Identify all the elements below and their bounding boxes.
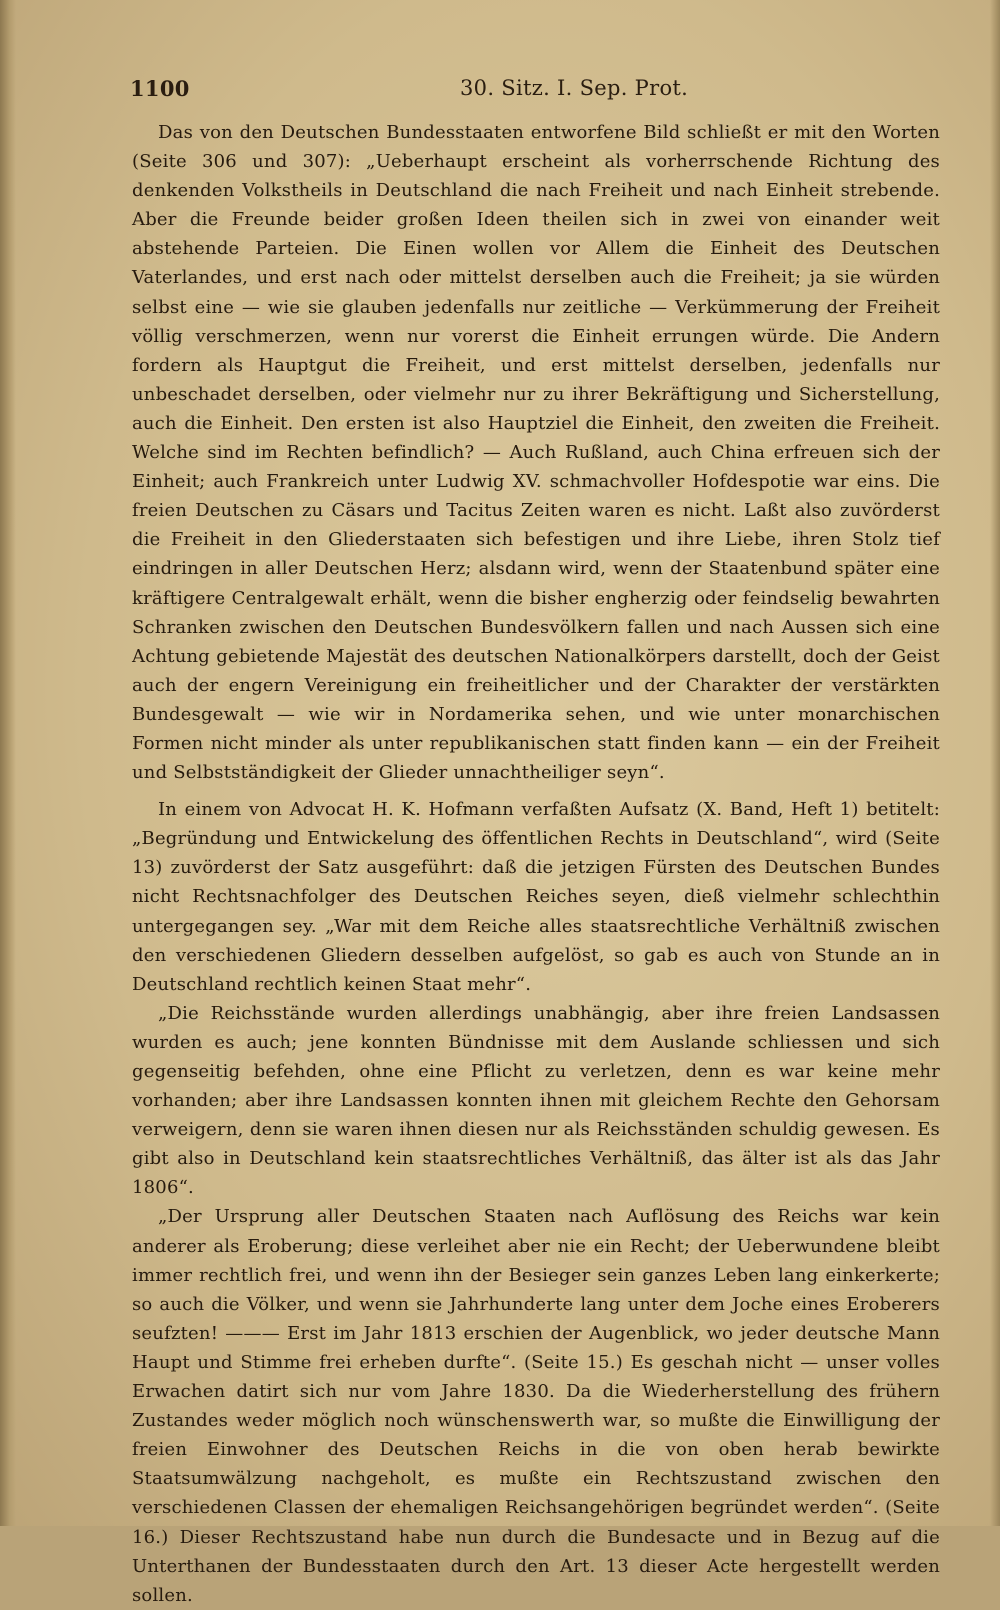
page-header	[130, 76, 940, 106]
paragraph-3: „Die Reichsstände wurden allerdings unabhängig, aber ihre freien Landsassen wurden es auch; jene konnten Bündnisse mit dem Auslande schliessen und sich gegenseitig befehden, ohne eine Pflicht zu verletzen, denn es war keine mehr vorhanden; aber ihre Landsassen konnten ihnen mit gleichem Rechte den Gehorsam verweigern, denn sie waren ihnen diesen nur als Reichsständen schuldig gewesen. Es gibt also in Deutschland kein staatsrechtliches Verhältniß, das älter ist als das Jahr 1806“.	[132, 1002, 940, 1199]
page-binding-shadow	[0, 0, 16, 1526]
running-head: 30. Sitz. I. Sep. Prot.	[460, 76, 689, 100]
paragraph-1: Das von den Deutschen Bundesstaaten entworfene Bild schließt er mit den Worten (Seite 306 und 307): „Ueberhaupt erscheint als vorherrschende Richtung des denkenden Volkstheils in Deutschland die nach Freiheit und nach Einheit strebende. Aber die Freunde beider großen Ideen theilen sich in zwei von einander weit abstehende Parteien. Die Einen wollen vor Allem die Einheit des Deutschen Vaterlandes, und erst nach oder mittelst derselben auch die Freiheit; ja sie würden selbst eine — wie sie glauben jedenfalls nur zeitliche — Verkümmerung der Freiheit völlig verschmerzen, wenn nur vorerst die Einheit errungen würde. Die Andern fordern als Hauptgut die Freiheit, und erst mittelst derselben, jedenfalls nur unbeschadet derselben, oder vielmehr nur zu ihrer Bekräftigung und Sicherstellung, auch die Einheit. Den ersten ist also Hauptziel die Einheit, den zweiten die Freiheit. Welche sind im Rechten befindlich? — Auch Rußland, auch China erfreuen sich der Einheit; auch Frankreich unter Ludwig XV. schmachvoller Hofdespotie war eins. Die freien Deutschen zu Cäsars und Tacitus Zeiten waren es nicht. Laßt also zuvörderst die Freiheit in den Gliederstaaten sich befestigen und ihre Liebe, ihren Stolz tief eindringen in aller Deutschen Herz; alsdann wird, wenn der Staatenbund später eine kräftigere Centralgewalt erhält, wenn die bisher engherzig oder feindselig bewahrten Schranken zwischen den Deutschen Bundesvölkern fallen und nach Aussen sich eine Achtung gebietende Majestät des deutschen Nationalkörpers darstellt, doch der Geist auch der engern Vereinigung ein freiheitlicher und der Charakter der verstärkten Bundesgewalt — wie wir in Nordamerika sehen, und wie unter monarchischen Formen nicht minder als unter republikanischen statt finden kann — ein der Freiheit und Selbstständigkeit der Glieder unnachtheiliger seyn“.	[132, 122, 940, 784]
paragraph-4: „Der Ursprung aller Deutschen Staaten nach Auflösung des Reichs war kein anderer als Eroberung; diese verleihet aber nie ein Recht; der Ueberwundene bleibt immer rechtlich frei, und wenn ihn der Besieger sein ganzes Leben lang einkerkerte; so auch die Völker, und wenn sie Jahrhunderte lang unter dem Joche eines Eroberers seufzten! ——— Erst im Jahr 1813 erschien der Augenblick, wo jeder deutsche Mann Haupt und Stimme frei erheben durfte“. (Seite 15.) Es geschah nicht — unser volles Erwachen datirt sich nur vom Jahre 1830. Da die Wiederherstellung des frühern Zustandes weder möglich noch wünschenswerth war, so mußte die Einwilligung der freien Einwohner des Deutschen Reichs in die von oben herab bewirkte Staatsumwälzung nachgeholt, es mußte ein Rechtszustand zwischen den verschiedenen Classen der ehemaligen Reichsangehörigen begründet werden“. (Seite 16.) Dieser Rechtszustand habe nun durch die Bundesacte und in Bezug auf die Unterthanen der Bundesstaaten durch den Art. 13 dieser Acte hergestellt werden sollen.	[132, 1206, 940, 1606]
page-number: 1100	[130, 76, 190, 101]
paragraph-2: In einem von Advocat H. K. Hofmann verfaßten Aufsatz (X. Band, Heft 1) betitelt: „Begründung und Entwickelung des öffentlichen Rechts in Deutschland“, wird (Seite 13) zuvörderst der Satz ausgeführt: daß die jetzigen Fürsten des Deutschen Bundes nicht Rechtsnachfolger des Deutschen Reiches seyen, dieß vielmehr schlechthin untergegangen sey. „War mit dem Reiche alles staatsrechtliche Verhältniß zwischen den verschiedenen Gliedern desselben aufgelöst, so gab es auch von Stunde an in Deutschland rechtlich keinen Staat mehr“.	[132, 799, 940, 995]
body-text	[132, 118, 940, 1610]
page-edge-shadow	[990, 0, 1000, 1526]
